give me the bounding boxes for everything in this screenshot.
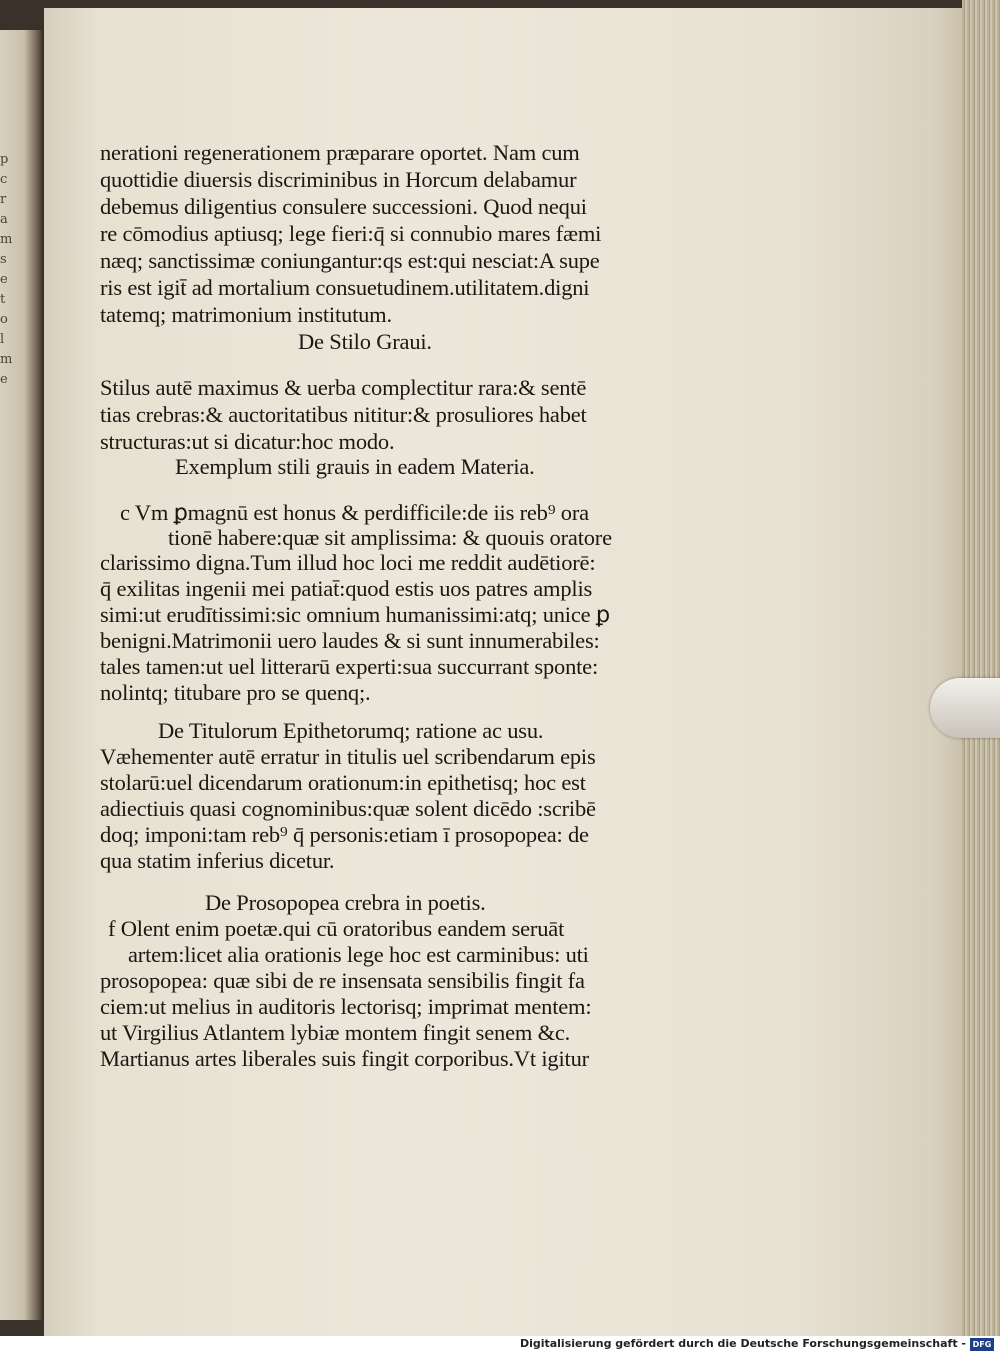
text-line: Væhementer autē erratur in titulis uel scribendarum epis xyxy=(100,744,596,769)
facing-page-fragment: s xyxy=(0,252,7,267)
text-line: structuras:ut si dicatur:hoc modo. xyxy=(100,429,395,454)
text-line: stolarū:uel dicendarum orationum:in epithetisq; hoc est xyxy=(100,770,586,795)
facing-page-fragment: e xyxy=(0,372,8,387)
text-line: quottidie diuersis discriminibus in Horcum delabamur xyxy=(100,167,577,192)
text-line: simi:ut erudītissimi:sic omnium humanissimi:atq; unice ꝑ xyxy=(100,602,610,627)
funding-credit: Digitalisierung gefördert durch die Deutsche Forschungsgemeinschaft - xyxy=(519,1337,966,1350)
text-line: benigni.Matrimonii uero laudes & si sunt innumerabiles: xyxy=(100,628,600,653)
section-heading: De Prosopopea crebra in poetis. xyxy=(205,890,486,915)
facing-page-fragment: m xyxy=(0,352,13,367)
text-line: ciem:ut melius in auditoris lectorisq; imprimat mentem: xyxy=(100,994,592,1019)
text-line: tatemq; matrimonium institutum. xyxy=(100,302,392,327)
text-line: nolintq; titubare pro se quenq;. xyxy=(100,680,371,705)
facing-page-fragment: e xyxy=(0,272,8,287)
footer-bar xyxy=(0,1336,1000,1354)
text-line: doq; imponi:tam reb⁹ q̄ personis:etiam ī prosopopea: de xyxy=(100,822,589,847)
text-line: q̄ exilitas ingenii mei patiat̄:quod estis uos patres amplis xyxy=(100,576,593,601)
text-line: c Vm ꝑmagnū est honus & perdifficile:de iis reb⁹ ora xyxy=(120,500,589,525)
text-line: Stilus autē maximus & uerba complectitur rara:& sentē xyxy=(100,375,587,400)
facing-page-text-fragments xyxy=(0,150,40,390)
facing-page-fragment: t xyxy=(0,292,6,307)
text-line: tias crebras:& auctoritatibus nititur:& prosuliores habet xyxy=(100,402,587,427)
text-line: debemus diligentius consulere successioni. Quod nequi xyxy=(100,194,587,219)
text-line: re cōmodius aptiusq; lege fieri:q̄ si connubio mares fæmi xyxy=(100,221,602,246)
page-clip xyxy=(930,678,1000,738)
text-line: ris est igit̄ ad mortalium consuetudinem.utilitatem.digni xyxy=(100,275,590,300)
facing-page-fragment: a xyxy=(0,212,8,227)
text-line: ut Virgilius Atlantem lybiæ montem fingit senem &c. xyxy=(100,1020,571,1045)
text-line: clarissimo digna.Tum illud hoc loci me reddit audētiorē: xyxy=(100,550,596,575)
text-line: artem:licet alia orationis lege hoc est carminibus: uti xyxy=(128,942,589,967)
facing-page-fragment: r xyxy=(0,192,7,207)
text-line: tales tamen:ut uel litterarū experti:sua succurrant sponte: xyxy=(100,654,599,679)
text-line: qua statim inferius dicetur. xyxy=(100,848,335,873)
facing-page-fragment: l xyxy=(0,332,5,347)
text-line: nerationi regenerationem præparare oportet. Nam cum xyxy=(100,140,580,165)
text-line: næq; sanctissimæ coniungantur:qs est:qui nesciat:A supe xyxy=(100,248,600,273)
text-line: prosopopea: quæ sibi de re insensata sensibilis fingit fa xyxy=(100,968,585,993)
text-line: Martianus artes liberales suis fingit corporibus.Vt igitur xyxy=(100,1046,589,1071)
dfg-logo: DFG xyxy=(970,1338,994,1351)
facing-page-fragment: p xyxy=(0,152,9,167)
section-heading: De Stilo Graui. xyxy=(298,329,432,354)
facing-page-fragment: o xyxy=(0,312,8,327)
section-heading: De Titulorum Epithetorumq; ratione ac usu. xyxy=(158,718,544,743)
section-heading: Exemplum stili grauis in eadem Materia. xyxy=(175,454,535,479)
facing-page-fragment: m xyxy=(0,232,13,247)
facing-page-fragment: c xyxy=(0,172,8,187)
text-line: tionē habere:quæ sit amplissima: & quouis oratore xyxy=(168,525,612,550)
text-line: adiectiuis quasi cognominibus:quæ solent dicēdo :scribē xyxy=(100,796,596,821)
text-line: f Olent enim poetæ.qui cū oratoribus eandem seruāt xyxy=(108,916,565,941)
page-stack-edge xyxy=(962,0,1000,1336)
